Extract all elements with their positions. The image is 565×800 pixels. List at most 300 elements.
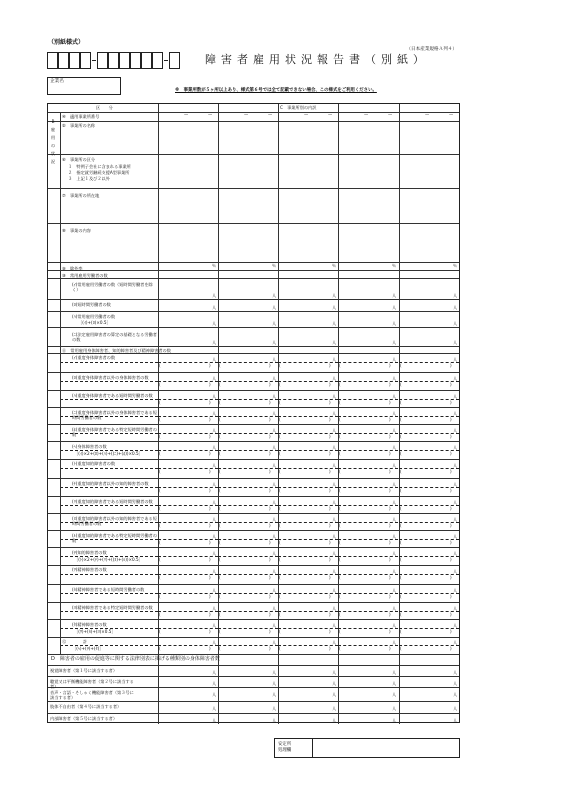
paren-open: ( xyxy=(339,400,341,405)
person-unit: 人 xyxy=(453,411,458,416)
dashed-rule xyxy=(218,645,278,646)
dashed-rule xyxy=(399,574,459,575)
paren-open: ( xyxy=(400,434,402,439)
dashed-rule xyxy=(158,468,218,469)
dashed-rule xyxy=(158,593,218,594)
paren-open: ( xyxy=(279,363,281,368)
dashed-rule xyxy=(399,611,459,612)
paren-open: ( xyxy=(400,451,402,456)
dashed-rule xyxy=(60,468,158,469)
paren-open: ( xyxy=(400,629,402,634)
person-unit: 人 xyxy=(453,588,458,593)
paren-open: ( xyxy=(159,363,161,368)
code-separator xyxy=(92,52,96,61)
office-processing-box[interactable] xyxy=(274,738,460,758)
code-box[interactable] xyxy=(47,52,58,69)
processing-label-line2: 処理欄 xyxy=(278,747,292,753)
paren-open: ( xyxy=(279,646,281,651)
person-unit: 人 xyxy=(453,376,458,381)
paren-open: ( xyxy=(219,594,221,599)
paren-close: ) xyxy=(389,506,391,511)
paren-open: ( xyxy=(159,434,161,439)
row-label-p-he-formula: ［(ｲ)×2+(ﾛ)+(ﾊ)+((ﾆ)+(ﾎ))×0.5］ xyxy=(74,451,143,456)
dashed-rule xyxy=(338,593,398,594)
code-separator xyxy=(164,52,168,61)
person-unit: 人 xyxy=(272,569,277,574)
code-box[interactable] xyxy=(169,52,180,69)
paren-close: ) xyxy=(450,523,452,528)
row-rule xyxy=(48,346,459,347)
row-rule xyxy=(48,496,459,497)
person-unit: 人 xyxy=(392,482,397,487)
paren-open: ( xyxy=(159,451,161,456)
dashed-rule xyxy=(399,556,459,557)
paren-open: ( xyxy=(279,434,281,439)
dashed-rule xyxy=(338,399,398,400)
row-label-10-i: (ｲ)常用雇用労働者の数（短時間労働者を除く） xyxy=(72,282,153,293)
row-label-t-ru: (ﾙ)重度知的障害者である特定短時間労働者の数 xyxy=(72,533,157,544)
paren-close: ) xyxy=(269,557,271,562)
row-label-p-ro: (ﾛ)重度身体障害者以外の身体障害者の数 xyxy=(72,375,149,380)
paren-open: ( xyxy=(159,523,161,528)
row-rule xyxy=(48,262,459,263)
person-unit: 人 xyxy=(392,500,397,505)
paren-open: ( xyxy=(219,629,221,634)
person-unit: 人 xyxy=(332,569,337,574)
person-unit: 人 xyxy=(272,376,277,381)
dashed-rule xyxy=(60,381,158,382)
person-unit: 人 xyxy=(212,340,217,345)
d-row-label: 視覚障害者（第１号に該当する者） xyxy=(50,668,118,673)
person-unit: 人 xyxy=(272,482,277,487)
paren-close: ) xyxy=(450,488,452,493)
application-number-dash: — xyxy=(268,112,273,117)
paren-close: ) xyxy=(329,594,331,599)
dashed-rule xyxy=(399,433,459,434)
paren-close: ) xyxy=(209,557,211,562)
dashed-rule xyxy=(399,468,459,469)
dashed-rule xyxy=(278,628,338,629)
code-box[interactable] xyxy=(58,52,69,69)
person-unit: 人 xyxy=(453,692,458,697)
person-unit: 人 xyxy=(332,588,337,593)
paren-close: ) xyxy=(209,506,211,511)
row-rule xyxy=(48,654,459,655)
paren-open: ( xyxy=(219,646,221,651)
dashed-rule xyxy=(338,362,398,363)
paren-open: ( xyxy=(219,488,221,493)
paren-close: ) xyxy=(209,612,211,617)
person-unit: 人 xyxy=(272,670,277,675)
col-rule xyxy=(60,112,61,654)
side-label-b: B 雇用の状況 xyxy=(50,119,59,164)
row-rule xyxy=(48,270,459,271)
row-label-10-ni: (ﾆ)法定雇用障害者の算定の基礎となる労働者の数 xyxy=(72,332,157,343)
dashed-rule xyxy=(278,556,338,557)
person-unit: 人 xyxy=(212,606,217,611)
dashed-rule xyxy=(338,611,398,612)
percent-unit: ％ xyxy=(212,263,217,268)
application-number-dash: — xyxy=(184,112,189,117)
paren-close: ) xyxy=(269,575,271,580)
dashed-rule xyxy=(399,628,459,629)
row-label-12: ⑫ 計 xyxy=(62,639,88,644)
row-label-6-1: １ 特例子会社に含まれる事業所 xyxy=(68,164,131,169)
code-box[interactable] xyxy=(108,52,119,69)
person-unit: 人 xyxy=(332,357,337,362)
code-box[interactable] xyxy=(69,52,80,69)
row-rule xyxy=(48,327,459,328)
paren-close: ) xyxy=(450,506,452,511)
person-unit: 人 xyxy=(453,500,458,505)
application-number-dash: — xyxy=(449,112,454,117)
paren-close: ) xyxy=(450,612,452,617)
person-unit: 人 xyxy=(272,394,277,399)
dashed-rule xyxy=(278,645,338,646)
dashed-rule xyxy=(218,611,278,612)
dashed-rule xyxy=(399,450,459,451)
paren-close: ) xyxy=(209,594,211,599)
paren-close: ) xyxy=(329,523,331,528)
paren-close: ) xyxy=(269,612,271,617)
person-unit: 人 xyxy=(453,606,458,611)
person-unit: 人 xyxy=(392,706,397,711)
person-unit: 人 xyxy=(332,482,337,487)
company-name-field[interactable] xyxy=(47,77,121,95)
usage-notice: ※ 事業所数が５ヶ所以上あり、様式第６号では全て記載できない場合、この様式をご利用ください。 xyxy=(175,88,377,93)
paren-close: ) xyxy=(269,594,271,599)
person-unit: 人 xyxy=(453,706,458,711)
dashed-rule xyxy=(218,574,278,575)
person-unit: 人 xyxy=(212,534,217,539)
paren-open: ( xyxy=(400,594,402,599)
paren-close: ) xyxy=(329,382,331,387)
dashed-rule xyxy=(399,505,459,506)
dashed-rule xyxy=(158,574,218,575)
person-unit: 人 xyxy=(212,588,217,593)
dashed-rule xyxy=(218,362,278,363)
person-unit: 人 xyxy=(392,340,397,345)
application-number-dash: — xyxy=(244,112,249,117)
paren-open: ( xyxy=(339,646,341,651)
dashed-rule xyxy=(218,539,278,540)
percent-unit: ％ xyxy=(392,263,397,268)
paren-open: ( xyxy=(219,400,221,405)
row-label-10: ⑩ 常用雇用労働者の数 xyxy=(62,273,108,278)
dashed-rule xyxy=(399,399,459,400)
person-unit: 人 xyxy=(392,428,397,433)
paren-close: ) xyxy=(450,594,452,599)
dashed-rule xyxy=(278,593,338,594)
paren-open: ( xyxy=(339,382,341,387)
application-number-dash: — xyxy=(208,112,213,117)
paren-close: ) xyxy=(329,400,331,405)
paren-close: ) xyxy=(209,629,211,634)
processing-separator xyxy=(312,739,313,757)
dashed-rule xyxy=(218,381,278,382)
row-rule xyxy=(48,390,459,391)
person-unit: 人 xyxy=(272,517,277,522)
paren-close: ) xyxy=(450,540,452,545)
person-unit: 人 xyxy=(392,623,397,628)
paren-open: ( xyxy=(339,612,341,617)
paren-close: ) xyxy=(450,400,452,405)
application-number-dash: — xyxy=(328,112,333,117)
paren-close: ) xyxy=(389,451,391,456)
person-unit: 人 xyxy=(453,340,458,345)
dashed-rule xyxy=(338,505,398,506)
person-unit: 人 xyxy=(212,482,217,487)
paren-close: ) xyxy=(269,382,271,387)
dashed-rule xyxy=(338,416,398,417)
dashed-rule xyxy=(60,611,158,612)
person-unit: 人 xyxy=(272,463,277,468)
dashed-rule xyxy=(218,505,278,506)
dashed-rule xyxy=(158,611,218,612)
person-unit: 人 xyxy=(332,376,337,381)
paren-close: ) xyxy=(329,506,331,511)
dashed-rule xyxy=(399,487,459,488)
paren-open: ( xyxy=(159,612,161,617)
paren-close: ) xyxy=(450,382,452,387)
person-unit: 人 xyxy=(212,357,217,362)
dashed-rule xyxy=(278,381,338,382)
paren-open: ( xyxy=(159,629,161,634)
row-rule xyxy=(48,676,459,677)
person-unit: 人 xyxy=(212,293,217,298)
person-unit: 人 xyxy=(453,551,458,556)
dashed-rule xyxy=(278,522,338,523)
code-box[interactable] xyxy=(130,52,141,69)
d-row-label: 音声・言語・そしゃく機能障害者（第３号に該当する者） xyxy=(50,690,134,701)
paren-open: ( xyxy=(219,451,221,456)
person-unit: 人 xyxy=(332,293,337,298)
row-rule xyxy=(48,701,459,702)
dashed-rule xyxy=(278,450,338,451)
dashed-rule xyxy=(338,574,398,575)
paren-open: ( xyxy=(279,523,281,528)
dashed-rule xyxy=(158,556,218,557)
dashed-rule xyxy=(218,628,278,629)
paren-open: ( xyxy=(339,488,341,493)
person-unit: 人 xyxy=(332,640,337,645)
row-label-10-ro: (ﾛ)短時間労働者の数 xyxy=(72,302,111,307)
person-unit: 人 xyxy=(332,623,337,628)
paren-open: ( xyxy=(219,506,221,511)
dashed-rule xyxy=(278,574,338,575)
dashed-rule xyxy=(218,416,278,417)
person-unit: 人 xyxy=(332,321,337,326)
section-d-title: D 障害者の雇用の促進等に関する法律別表に掲げる種類別の身体障害者数 xyxy=(51,656,220,662)
row-label-10-ha-formula: ［(ｲ)+(ﾛ)×0.5］ xyxy=(78,320,111,325)
person-unit: 人 xyxy=(453,640,458,645)
paren-open: ( xyxy=(279,540,281,545)
paren-open: ( xyxy=(339,451,341,456)
paren-close: ) xyxy=(209,400,211,405)
dashed-rule xyxy=(218,433,278,434)
dashed-rule xyxy=(399,539,459,540)
d-row-label: 肢体不自由者（第４号に該当する者） xyxy=(50,704,122,709)
row-label-t-nu: (ﾇ)重度知的障害者以外の知的障害者である短時間労働者の数 xyxy=(72,516,157,527)
row-rule xyxy=(48,121,459,122)
paren-open: ( xyxy=(219,417,221,422)
person-unit: 人 xyxy=(453,357,458,362)
office-number-boxes[interactable] xyxy=(47,52,180,69)
dashed-rule xyxy=(278,416,338,417)
dashed-rule xyxy=(338,645,398,646)
person-unit: 人 xyxy=(392,517,397,522)
person-unit: 人 xyxy=(332,305,337,310)
paren-open: ( xyxy=(159,575,161,580)
person-unit: 人 xyxy=(392,463,397,468)
percent-unit: ％ xyxy=(332,263,337,268)
dashed-rule xyxy=(399,593,459,594)
person-unit: 人 xyxy=(212,681,217,686)
paren-open: ( xyxy=(159,382,161,387)
code-box[interactable] xyxy=(152,52,163,69)
paren-open: ( xyxy=(339,523,341,528)
paren-open: ( xyxy=(279,506,281,511)
paren-close: ) xyxy=(209,540,211,545)
person-unit: 人 xyxy=(453,463,458,468)
row-rule xyxy=(48,637,459,638)
paren-close: ) xyxy=(389,488,391,493)
person-unit: 人 xyxy=(332,706,337,711)
paren-close: ) xyxy=(329,451,331,456)
paren-open: ( xyxy=(219,612,221,617)
paren-open: ( xyxy=(339,469,341,474)
d-row-label: 内部障害者（第５号に該当する者） xyxy=(50,716,118,721)
row-label-11: ⑪ 常用雇用身体障害者、知的障害者及び精神障害者の数 xyxy=(62,348,171,353)
person-unit: 人 xyxy=(332,551,337,556)
row-label-t-wo-formula: ［(ﾄ)×2+(ﾁ)+(ﾘ)+((ﾇ)+(ﾙ))×0.5］ xyxy=(74,557,143,562)
paren-open: ( xyxy=(279,417,281,422)
row-rule xyxy=(48,311,459,312)
person-unit: 人 xyxy=(272,340,277,345)
row-rule xyxy=(48,223,459,224)
paren-open: ( xyxy=(279,612,281,617)
person-unit: 人 xyxy=(212,305,217,310)
row-rule xyxy=(48,565,459,566)
person-unit: 人 xyxy=(212,623,217,628)
person-unit: 人 xyxy=(392,376,397,381)
paren-close: ) xyxy=(329,646,331,651)
paren-close: ) xyxy=(209,646,211,651)
person-unit: 人 xyxy=(392,588,397,593)
paren-close: ) xyxy=(329,557,331,562)
application-number-dash: — xyxy=(304,112,309,117)
paren-close: ) xyxy=(209,575,211,580)
dashed-rule xyxy=(60,399,158,400)
person-unit: 人 xyxy=(392,534,397,539)
dashed-rule xyxy=(278,505,338,506)
paren-open: ( xyxy=(339,540,341,545)
dashed-rule xyxy=(158,399,218,400)
application-number-dash: — xyxy=(388,112,393,117)
paren-open: ( xyxy=(400,488,402,493)
dashed-rule xyxy=(60,593,158,594)
paren-open: ( xyxy=(400,575,402,580)
row-label-s-wa: (ﾜ)精神障害者の数 xyxy=(72,567,107,572)
form-label: （別紙様式） xyxy=(48,39,85,46)
dashed-rule xyxy=(278,362,338,363)
person-unit: 人 xyxy=(453,670,458,675)
person-unit: 人 xyxy=(453,534,458,539)
paren-close: ) xyxy=(389,540,391,545)
column-header-c: C 事業所別の内訳 xyxy=(280,105,317,110)
person-unit: 人 xyxy=(332,718,337,723)
row-rule xyxy=(48,459,459,460)
paren-close: ) xyxy=(389,594,391,599)
code-box[interactable] xyxy=(119,52,130,69)
row-rule xyxy=(48,530,459,531)
row-rule xyxy=(48,407,459,408)
row-rule xyxy=(48,547,459,548)
paren-open: ( xyxy=(279,575,281,580)
person-unit: 人 xyxy=(453,623,458,628)
paren-open: ( xyxy=(219,575,221,580)
paren-close: ) xyxy=(329,612,331,617)
person-unit: 人 xyxy=(453,321,458,326)
row-rule xyxy=(48,353,459,354)
person-unit: 人 xyxy=(212,428,217,433)
row-label-p-ha: (ﾊ)重度身体障害者である短時間労働者の数 xyxy=(72,393,153,398)
person-unit: 人 xyxy=(453,305,458,310)
paren-close: ) xyxy=(450,646,452,651)
person-unit: 人 xyxy=(212,321,217,326)
paren-open: ( xyxy=(219,363,221,368)
dashed-rule xyxy=(278,487,338,488)
dashed-rule xyxy=(158,362,218,363)
person-unit: 人 xyxy=(272,445,277,450)
code-box[interactable] xyxy=(97,52,108,69)
paren-open: ( xyxy=(159,557,161,562)
person-unit: 人 xyxy=(332,428,337,433)
code-box[interactable] xyxy=(141,52,152,69)
person-unit: 人 xyxy=(272,623,277,628)
paren-close: ) xyxy=(450,575,452,580)
paren-close: ) xyxy=(329,417,331,422)
person-unit: 人 xyxy=(392,394,397,399)
row-label-12-formula: ［(ﾍ)+(ｦ)+(ﾀ)］ xyxy=(72,646,104,651)
person-unit: 人 xyxy=(392,640,397,645)
dashed-rule xyxy=(158,539,218,540)
paren-close: ) xyxy=(269,646,271,651)
dashed-rule xyxy=(158,645,218,646)
code-box[interactable] xyxy=(80,52,91,69)
paren-close: ) xyxy=(269,629,271,634)
person-unit: 人 xyxy=(332,517,337,522)
paren-close: ) xyxy=(389,417,391,422)
paren-close: ) xyxy=(269,540,271,545)
person-unit: 人 xyxy=(212,463,217,468)
dashed-rule xyxy=(158,381,218,382)
column-header-kubun: 区 分 xyxy=(96,105,113,110)
dashed-rule xyxy=(338,468,398,469)
paren-open: ( xyxy=(219,469,221,474)
paren-open: ( xyxy=(219,523,221,528)
row-label-5: ⑤ 事業所の名称 xyxy=(62,123,96,128)
dashed-rule xyxy=(399,381,459,382)
person-unit: 人 xyxy=(392,411,397,416)
row-label-t-ri: (ﾘ)重度知的障害者である短時間労働者の数 xyxy=(72,499,153,504)
row-label-4: ④ 適用事業所番号 xyxy=(62,114,100,119)
person-unit: 人 xyxy=(332,394,337,399)
dashed-rule xyxy=(338,450,398,451)
paren-close: ) xyxy=(209,523,211,528)
paren-close: ) xyxy=(269,506,271,511)
paren-close: ) xyxy=(329,629,331,634)
